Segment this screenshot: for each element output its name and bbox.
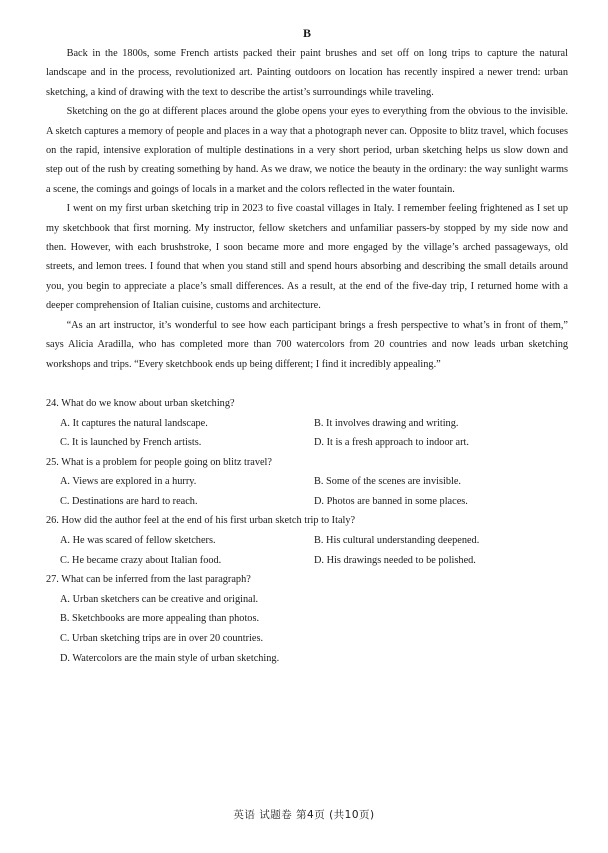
option-list [46,590,568,668]
option-b: B. His cultural understanding deepened. [314,535,480,547]
option-d: D. His drawings needed to be polished. [314,554,476,566]
option-b: B. Sketchbooks are more appealing than photos. [60,613,260,625]
question-stem: 27. What can be inferred from the last paragraph? [46,574,251,586]
option-a: A. It captures the natural landscape. [60,417,208,429]
option-c: C. Destinations are hard to reach. [60,495,198,507]
option-c: C. He became crazy about Italian food. [60,554,222,566]
passage-paragraph: Back in the 1800s, some French artists packed their paint brushes and set off on long trips to capture the natural landscape and in the process, revolutionized art. Painting outdoors on location has recently inspired a newer trend: urban sketching, a kind of drawing with the text to describe the artist’s surroundings while traveling. [46,48,568,98]
question-27 [46,570,568,668]
option-b: B. Some of the scenes are invisible. [314,476,461,488]
question-25 [46,453,568,512]
option-c: C. Urban sketching trips are in over 20 countries. [60,633,264,645]
question-26 [46,511,568,570]
section-label: B [302,26,311,40]
passage-paragraph: “As an art instructor, it’s wonderful to see how each participant brings a fresh perspective to what’s in front of them,” says Alicia Aradilla, who has completed more than 700 watercolors from 20 countries and now leads urban sketching workshops and trips. “Every sketchbook ends up being different; I find it incredibly appealing.” [46,319,568,370]
option-a: A. Urban sketchers can be creative and original. [60,593,259,605]
option-d: D. Photos are banned in some places. [314,495,468,507]
option-a: A. Views are explored in a hurry. [60,476,197,488]
question-24 [46,394,568,453]
page-footer: 英语 试题卷 第4页 (共10页) [233,809,375,821]
question-stem: 24. What do we know about urban sketching? [46,397,235,409]
question-stem: 25. What is a problem for people going on blitz travel? [46,456,272,468]
question-list [46,394,568,668]
option-b: B. It involves drawing and writing. [314,417,459,429]
reading-passage [46,44,568,374]
option-c: C. It is launched by French artists. [60,437,202,449]
passage-paragraph: Sketching on the go at different places around the globe opens your eyes to everything from the obvious to the invisible. A sketch captures a memory of people and places in a way that a photograph never can. Opposite to blitz travel, which focuses on the rapid, intensive exploration of multiple destinations in a very short period, urban sketching helps us slow down and step out of the rush by creating something by hand. As we draw, we notice the beauty in the ordinary: the way sunlight warms a scene, the comings and goings of locals in a market and the colors reflected in the water fountain. [46,106,568,195]
question-stem: 26. How did the author feel at the end of his first urban sketch trip to Italy? [46,515,356,527]
option-d: D. It is a fresh approach to indoor art. [314,437,469,449]
option-list [46,531,568,570]
passage-paragraph: I went on my first urban sketching trip in 2023 to five coastal villages in Italy. I remember feeling frightened as I set up my sketchbook that first morning. My instructor, fellow sketchers and unfamiliar passers-by stopped by my side now and then. However, with each brushstroke, I soon became more and more engaged by the village’s arched passageways, old streets, and lemon trees. I found that when you stand still and spend hours absorbing and describing the small details around you, you begin to appreciate a place’s small differences. As a result, at the end of the five-day trip, I returned home with a deeper comprehension of Italian cuisine, customs and architecture. [46,203,568,312]
option-a: A. He was scared of fellow sketchers. [60,535,216,547]
option-list [46,414,568,453]
option-list [46,472,568,511]
option-d: D. Watercolors are the main style of urban sketching. [60,652,280,664]
